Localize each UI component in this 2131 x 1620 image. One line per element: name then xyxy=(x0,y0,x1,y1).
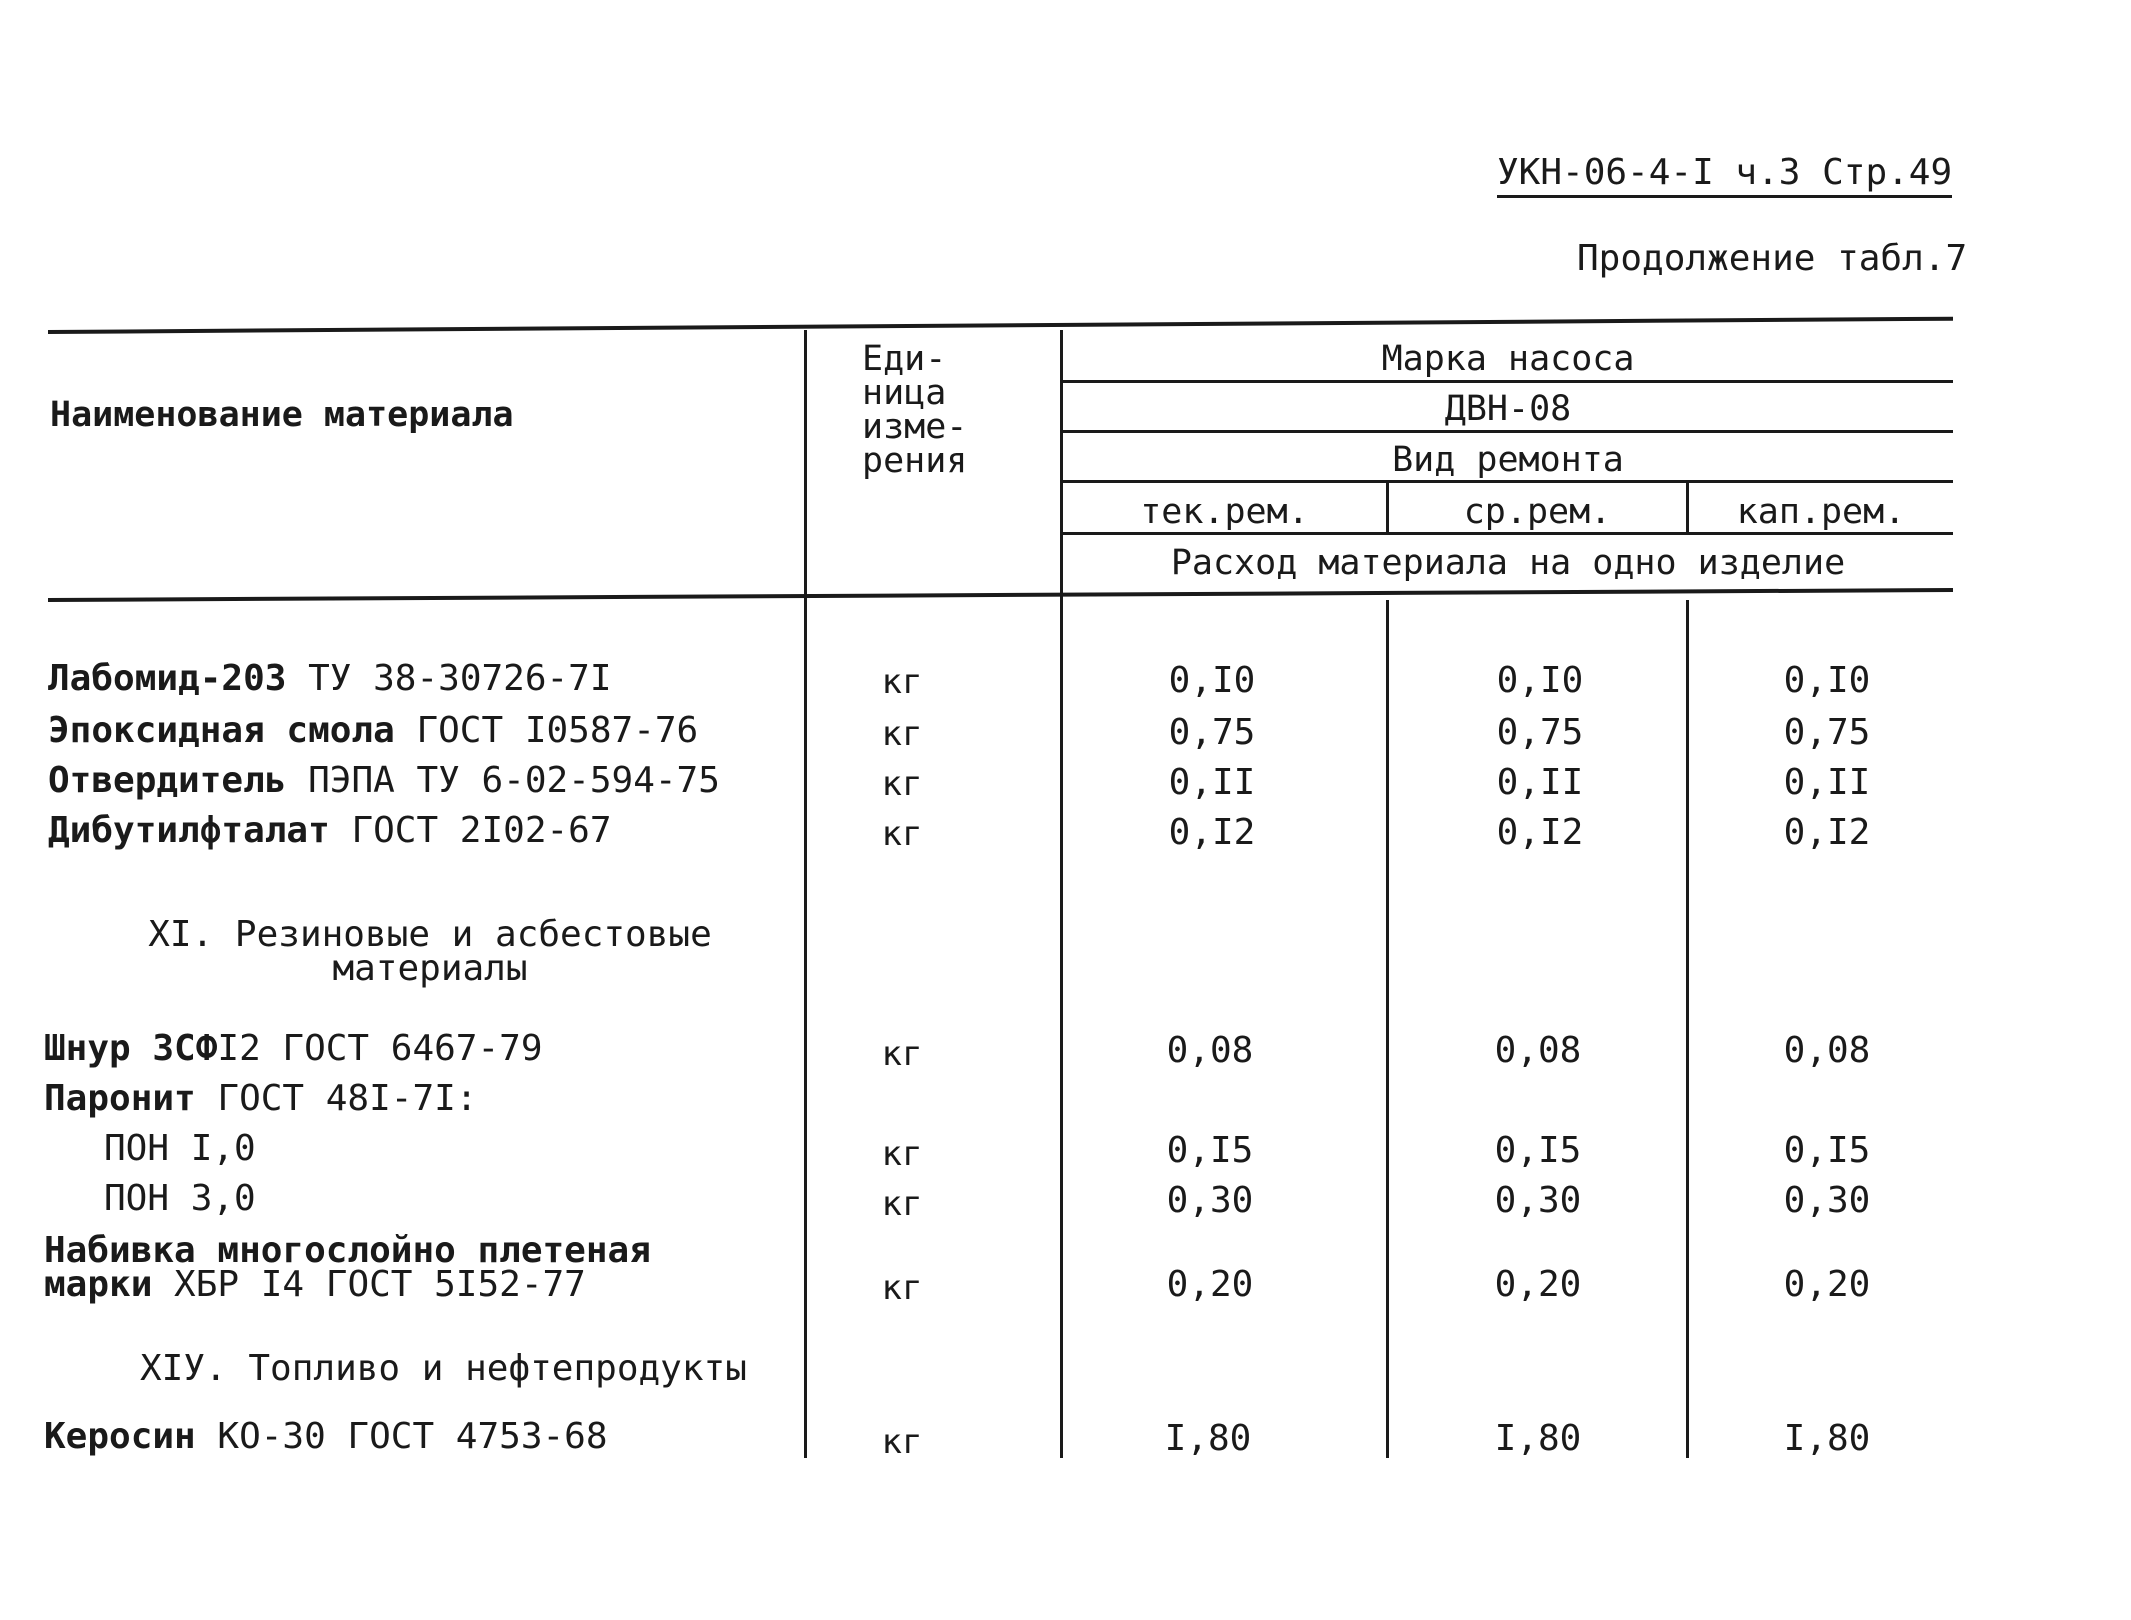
value-medium: 0,08 xyxy=(1494,1030,1582,1071)
brand-rule xyxy=(1060,380,1953,383)
table-continuation-label: Продолжение табл.7 xyxy=(1577,238,1968,279)
material-name-cont: марки xyxy=(44,1264,153,1305)
material-name: Паронит xyxy=(44,1078,196,1119)
material-spec: ПЭПА ТУ 6-02-594-75 xyxy=(286,760,720,801)
section-heading-xiv xyxy=(140,1348,747,1389)
material-row-pon-3 xyxy=(104,1180,256,1218)
value-capital: 0,20 xyxy=(1783,1264,1871,1305)
value-medium: 0,I5 xyxy=(1494,1130,1582,1171)
material-spec: КО-30 ГОСТ 4753-68 xyxy=(195,1416,608,1457)
value-capital: 0,I2 xyxy=(1783,812,1871,853)
material-spec: ПОН 3,0 xyxy=(104,1178,256,1219)
col1-col2-body-divider xyxy=(1386,600,1389,1458)
material-row-cord xyxy=(44,1030,543,1068)
material-name: Дибутилфталат xyxy=(48,810,330,851)
repair-type-capital: кап.рем. xyxy=(1736,492,1906,532)
document-reference: УКН-06-4-I ч.3 Стр.49 xyxy=(1497,152,1952,198)
material-name-header xyxy=(50,395,514,435)
value-medium: 0,II xyxy=(1496,762,1584,803)
material-row-epoxy xyxy=(48,712,698,750)
material-spec: I2 ГОСТ 6467-79 xyxy=(217,1028,543,1069)
value-medium: I,80 xyxy=(1494,1418,1582,1459)
repair-cols-rule xyxy=(1060,532,1953,535)
repair-type-rule xyxy=(1060,480,1953,483)
value-medium: 0,75 xyxy=(1496,712,1584,753)
packing-line1 xyxy=(44,1230,651,1271)
value-medium: 0,I0 xyxy=(1496,660,1584,701)
pump-brand-label: Марка насоса xyxy=(1381,339,1635,379)
value-capital: 0,II xyxy=(1783,762,1871,803)
unit-header: Еди- ница изме- рения xyxy=(862,339,968,481)
col2-col3-body-divider xyxy=(1686,600,1689,1458)
material-name: Набивка многослойно плетеная xyxy=(44,1230,651,1271)
value-current: 0,I5 xyxy=(1166,1130,1254,1171)
material-row-packing xyxy=(44,1230,651,1305)
material-row-kerosene xyxy=(44,1418,608,1456)
repair-type-label: Вид ремонта xyxy=(1392,440,1624,480)
value-capital: 0,75 xyxy=(1783,712,1871,753)
unit-cell: кг xyxy=(881,662,923,702)
consumption-label: Расход материала на одно изделие xyxy=(1170,543,1846,583)
unit-cell: кг xyxy=(881,764,923,804)
material-row-labomid xyxy=(48,660,612,698)
material-row-paronite xyxy=(44,1080,477,1118)
unit-cell: кг xyxy=(881,1184,923,1224)
value-capital: 0,I0 xyxy=(1783,660,1871,701)
repair-type-current: тек.рем. xyxy=(1140,492,1309,532)
material-row-pon-1 xyxy=(104,1130,256,1168)
value-medium: 0,30 xyxy=(1494,1180,1582,1221)
value-current: 0,75 xyxy=(1168,712,1256,753)
material-name: Отвердитель xyxy=(48,760,287,801)
section-heading-line1: XI. Резиновые и асбестовые xyxy=(148,914,712,955)
value-current: 0,I2 xyxy=(1168,812,1256,853)
value-current: 0,20 xyxy=(1166,1264,1254,1305)
section-heading-xi xyxy=(100,914,760,989)
material-spec: ГОСТ 48I-7I: xyxy=(195,1078,478,1119)
value-current: 0,08 xyxy=(1166,1030,1254,1071)
value-current: 0,30 xyxy=(1166,1180,1254,1221)
material-spec: ГОСТ 2I02-67 xyxy=(329,810,612,851)
material-spec: ХБР I4 ГОСТ 5I52-77 xyxy=(152,1264,586,1305)
value-capital: I,80 xyxy=(1783,1418,1871,1459)
section-heading-line1: XIУ. Топливо и нефтепродукты xyxy=(140,1348,747,1389)
value-capital: 0,I5 xyxy=(1783,1130,1871,1171)
value-medium: 0,20 xyxy=(1494,1264,1582,1305)
value-capital: 0,30 xyxy=(1783,1180,1871,1221)
material-name: Лабомид-203 xyxy=(48,658,287,699)
material-name: Шнур ЗСФ xyxy=(44,1028,218,1069)
header-bottom-rule xyxy=(48,588,1953,602)
pump-model: ДВН-08 xyxy=(1444,389,1572,429)
material-name-header-text: Наименование материала xyxy=(50,395,514,435)
unit-cell: кг xyxy=(881,1268,923,1308)
unit-cell: кг xyxy=(881,1034,923,1074)
unit-cell: кг xyxy=(881,1422,923,1462)
value-current: 0,II xyxy=(1168,762,1256,803)
pump-model-rule xyxy=(1060,430,1953,433)
repair-type-medium: ср.рем. xyxy=(1463,492,1612,532)
unit-body-divider xyxy=(804,600,807,1458)
value-medium: 0,I2 xyxy=(1496,812,1584,853)
unit-cell: кг xyxy=(881,714,923,754)
name-unit-divider xyxy=(804,330,807,600)
value-capital: 0,08 xyxy=(1783,1030,1871,1071)
material-name: Эпоксидная смола xyxy=(48,710,395,751)
section-heading-line2: материалы xyxy=(332,948,528,989)
material-spec: ТУ 38-30726-7I xyxy=(286,658,612,699)
material-row-hardener xyxy=(48,762,720,800)
material-row-dibutylphthalate xyxy=(48,812,612,850)
material-spec: ГОСТ I0587-76 xyxy=(394,710,699,751)
packing-line2 xyxy=(44,1264,651,1305)
unit-cell: кг xyxy=(881,1134,923,1174)
table-top-rule xyxy=(48,317,1953,334)
material-spec: ПОН I,0 xyxy=(104,1128,256,1169)
value-current: 0,I0 xyxy=(1168,660,1256,701)
unit-cell: кг xyxy=(881,814,923,854)
material-name: Керосин xyxy=(44,1416,196,1457)
value-current: I,80 xyxy=(1164,1418,1252,1459)
